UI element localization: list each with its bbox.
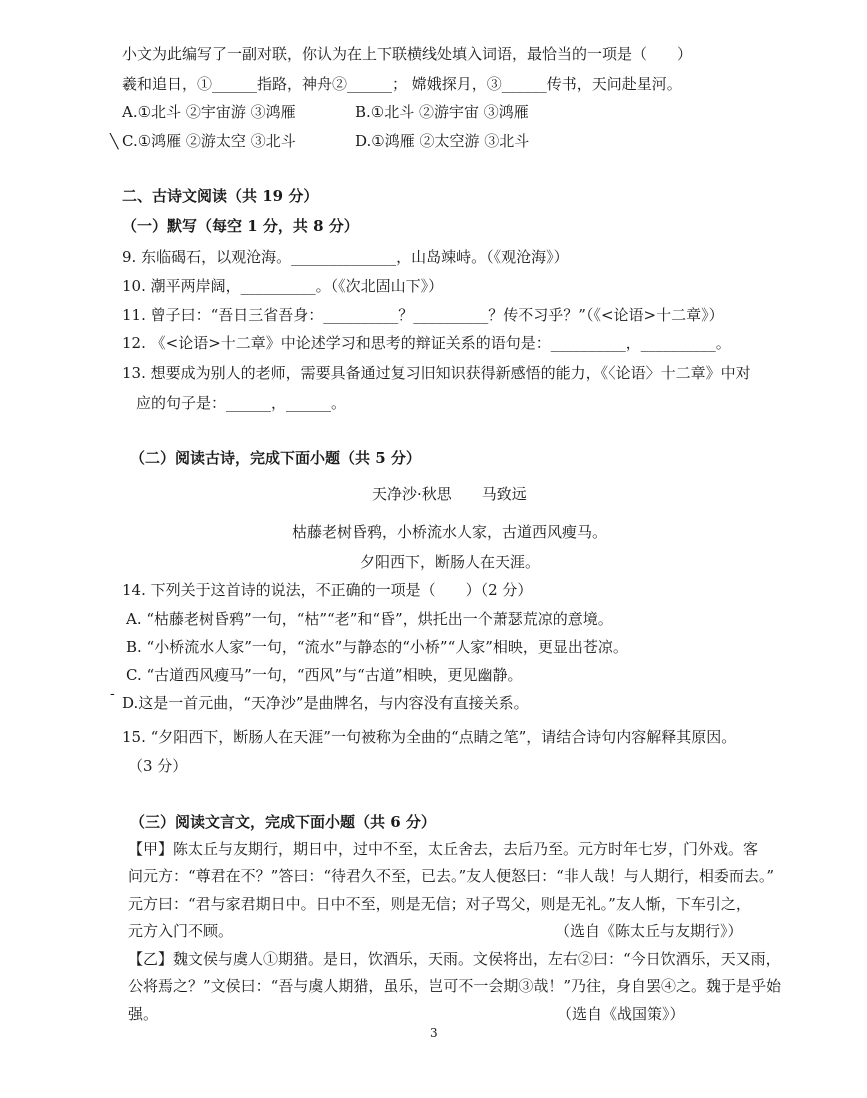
passage-yi-source: （选自《战国策》） <box>557 1005 685 1023</box>
passage-jia-source: （选自《陈太丘与友期行》） <box>555 922 743 940</box>
passage-jia-line3: 元方曰：“君与家君期日中。日中不至，则是无信；对子骂父，则是无礼。”友人惭，下车引之， <box>128 895 751 913</box>
poem-line-2: 夕阳西下，断肠人在天涯。 <box>360 553 541 571</box>
poem-line-1: 枯藤老树昏鸦，小桥流水人家，古道西风瘦马。 <box>292 523 608 541</box>
part3-title: （三）阅读文言文，完成下面小题（共 6 分） <box>130 813 436 831</box>
question-9: 9. 东临碣石，以观沧海。______________，山岛竦峙。（《观沧海》） <box>122 248 569 266</box>
section-title: 二、古诗文阅读（共 19 分） <box>122 187 319 205</box>
question-15-line1: 15. “夕阳西下，断肠人在天涯”一句被称为全曲的“点睛之笔”，请结合诗句内容解释其原因。 <box>122 728 737 746</box>
q8-option-c: C.①鸿雁 ②游太空 ③北斗 <box>122 132 296 150</box>
pen-stroke-mark: ╲ <box>110 134 119 150</box>
question-13-line2: 应的句子是：______，______。 <box>136 394 347 412</box>
q8-option-d: D.①鸿雁 ②太空游 ③北斗 <box>355 132 530 150</box>
question-11: 11. 曾子曰：“吾日三省吾身：__________？__________？传不习乎？”（《<论语>十二章》） <box>122 306 724 324</box>
passage-yi-line3: 强。 <box>128 1005 159 1023</box>
question-14: 14. 下列关于这首诗的说法，不正确的一项是（ ）（2 分） <box>122 581 533 599</box>
passage-yi-line2: 公将焉之？”文侯曰：“吾与虞人期猎，虽乐，岂可不一会期③哉！”乃往，身自罢④之。魏于是乎始 <box>128 977 782 995</box>
question-14-option-c: C. “古道西风瘦马”一句，“西风”与“古道”相映，更见幽静。 <box>126 666 523 684</box>
pen-dash-mark: - <box>110 686 115 702</box>
page-number: 3 <box>430 1026 438 1040</box>
question-10: 10. 潮平两岸阔，__________。（《次北固山下》） <box>122 277 444 295</box>
q8-stem: 小文为此编写了一副对联，你认为在上下联横线处填入词语，最恰当的一项是（ ） <box>122 45 693 63</box>
q8-option-b: B.①北斗 ②游宇宙 ③鸿雁 <box>355 103 529 121</box>
question-14-option-d: D.这是一首元曲，“天净沙”是曲牌名，与内容没有直接关系。 <box>122 694 529 712</box>
poem-title: 天净沙·秋思 马致远 <box>372 485 527 503</box>
q8-option-a: A.①北斗 ②宇宙游 ③鸿雁 <box>122 103 296 121</box>
passage-jia-line4: 元方入门不顾。 <box>128 922 234 940</box>
question-15-line2: （3 分） <box>128 757 188 775</box>
question-14-option-a: A. “枯藤老树昏鸦”一句，“枯”“老”和“昏”，烘托出一个萧瑟荒凉的意境。 <box>126 610 613 628</box>
passage-jia-line2: 问元方：“尊君在不？”答曰：“待君久不至，已去。”友人便怒曰：“非人哉！与人期行，相委而去。” <box>128 867 775 885</box>
question-12: 12. 《<论语>十二章》中论述学习和思考的辩证关系的语句是：__________，__________。 <box>122 334 731 352</box>
part2-title: （二）阅读古诗，完成下面小题（共 5 分） <box>130 449 421 467</box>
passage-jia-line1: 【甲】陈太丘与友期行，期日中，过中不至，太丘舍去，去后乃至。元方时年七岁，门外戏。客 <box>128 840 759 858</box>
passage-yi-line1: 【乙】魏文侯与虞人①期猎。是日，饮酒乐，天雨。文侯将出，左右②曰：“今日饮酒乐，天又雨， <box>128 950 781 968</box>
question-13-line1: 13. 想要成为别人的老师，需要具备通过复习旧知识获得新感悟的能力，《〈论语〉十二章》中对 <box>122 364 751 382</box>
question-14-option-b: B. “小桥流水人家”一句，“流水”与静态的“小桥”“人家”相映，更显出苍凉。 <box>126 638 628 656</box>
part1-title: （一）默写（每空 1 分，共 8 分） <box>122 217 359 235</box>
q8-couplet: 羲和追日，①______指路，神舟②______； 嫦娥探月，③______传书，天问赴星河。 <box>122 75 682 93</box>
